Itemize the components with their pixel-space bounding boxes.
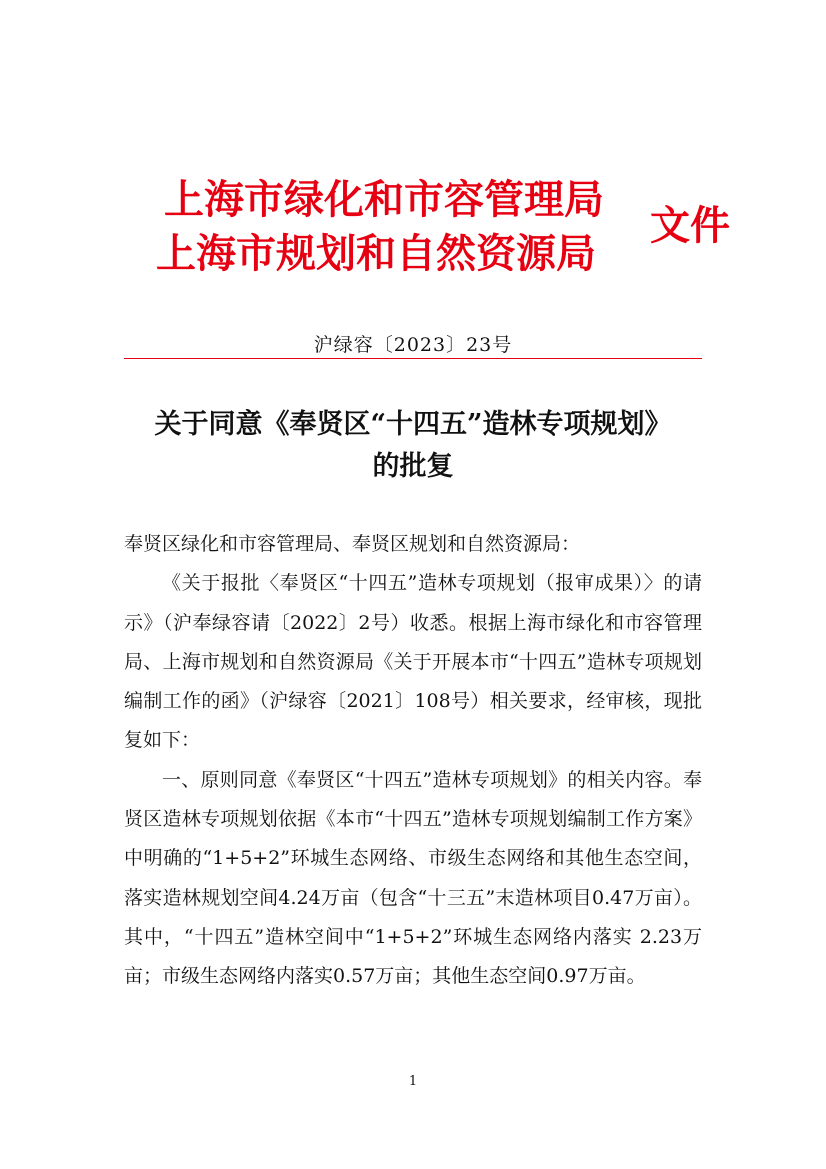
page-number: 1: [408, 1074, 418, 1089]
issuer-suffix: 文件: [650, 203, 730, 249]
issuer-name-planning: 上海市规划和自然资源局: [156, 231, 596, 277]
paragraph-reference: 《关于报批〈奉贤区“十四五”造林专项规划（报审成果）〉的请示》（沪奉绿容请〔2022〕2号）收悉。根据上海市绿化和市容管理局、上海市规划和自然资源局《关于开展本市“十四五”造林专项规划编制工作的函》（沪绿容〔2021〕108号）相关要求，经审核，现批复如下：: [124, 572, 702, 752]
paragraph-approval-item-1: 一、原则同意《奉贤区“十四五”造林专项规划》的相关内容。奉贤区造林专项规划依据《本市“十四五”造林专项规划编制工作方案》中明确的“1+5+2”环城生态网络、市级生态网络和其他生态空间，落实造林规划空间4.24万亩（包含“十三五”末造林项目0.47万亩）。其中，“十四五”造林空间中“1+5+2”环城生态网络内落实 2.23万亩；市级生态网络内落实0.57万亩；其他生态空间0.97万亩。: [124, 768, 702, 988]
issuer-name-greening: 上海市绿化和市容管理局: [164, 177, 604, 223]
document-title: [0, 404, 826, 488]
title-line-1: 关于同意《奉贤区“十四五”造林专项规划》: [154, 409, 672, 440]
title-line-2: 的批复: [372, 451, 454, 482]
document-number: 沪绿容〔2023〕23号: [313, 334, 513, 356]
document-body: [124, 525, 702, 997]
red-divider-line: [124, 358, 702, 359]
issuer-header: [150, 168, 750, 288]
addressee: 奉贤区绿化和市容管理局、奉贤区规划和自然资源局：: [124, 533, 581, 555]
